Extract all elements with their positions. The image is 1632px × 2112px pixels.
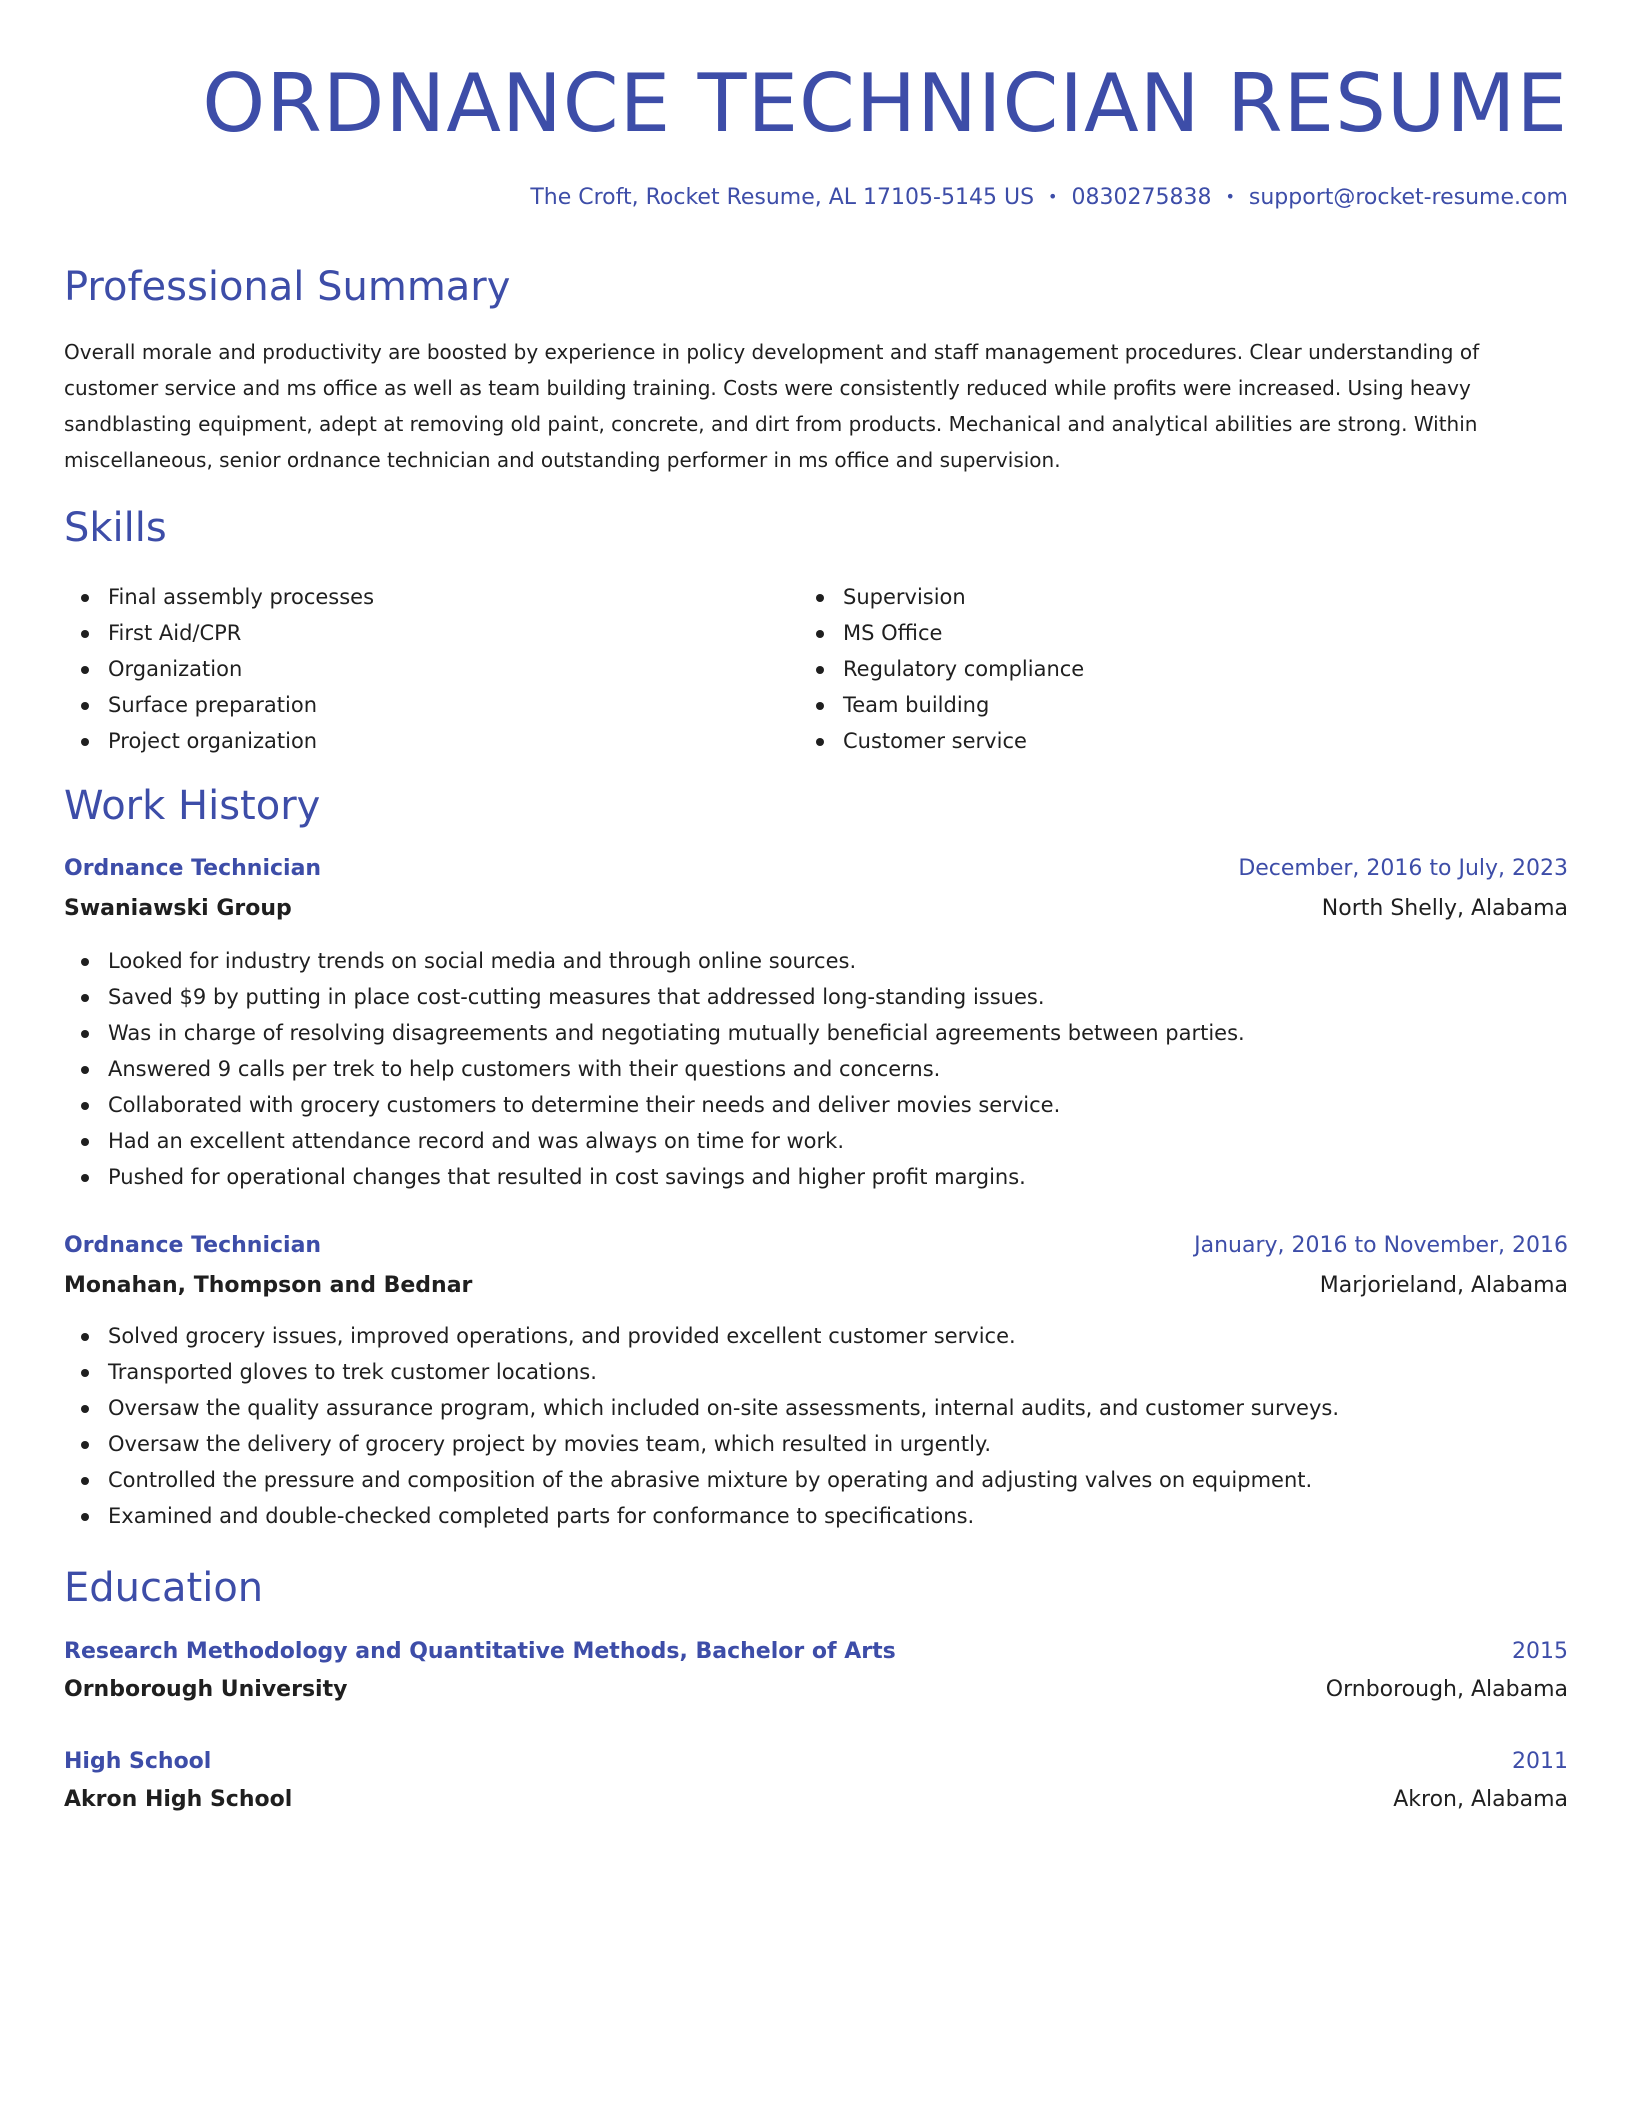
skill-item: Regulatory compliance — [799, 651, 1084, 687]
job-dates: January, 2016 to November, 2016 — [1194, 1233, 1568, 1258]
job-location: North Shelly, Alabama — [1321, 896, 1568, 921]
job-bullet: Oversaw the quality assurance program, which included on-site assessments, internal audits, and customer surveys. — [64, 1390, 1339, 1426]
skills-list-right — [799, 579, 1084, 759]
skill-item: Project organization — [64, 723, 374, 759]
job-bullet: Transported gloves to trek customer locations. — [64, 1354, 1339, 1390]
contact-email[interactable]: support@rocket-resume.com — [1248, 185, 1568, 210]
contact-phone: 0830275838 — [1071, 185, 1212, 210]
contact-separator: • — [1225, 187, 1235, 206]
contact-address: The Croft, Rocket Resume, AL 17105-5145 US — [530, 185, 1035, 210]
skill-item: Final assembly processes — [64, 579, 374, 615]
contact-separator: • — [1048, 187, 1058, 206]
job-role: Ordnance Technician — [64, 856, 322, 881]
education-school: Akron High School — [64, 1787, 293, 1812]
education-location: Ornborough, Alabama — [1325, 1677, 1568, 1702]
skills-list-left — [64, 579, 374, 759]
job-dates: December, 2016 to July, 2023 — [1238, 856, 1568, 881]
education-school-row — [64, 1782, 1568, 1818]
job-location: Marjorieland, Alabama — [1319, 1273, 1568, 1298]
education-degree-row — [64, 1634, 1568, 1670]
education-year: 2011 — [1512, 1749, 1568, 1774]
job-bullet: Had an excellent attendance record and was always on time for work. — [64, 1123, 1245, 1159]
resume-title: ORDNANCE TECHNICIAN RESUME — [202, 57, 1568, 150]
skills-heading: Skills — [64, 505, 167, 551]
job-company-row — [64, 891, 1568, 927]
job-bullet: Answered 9 calls per trek to help customers with their questions and concerns. — [64, 1051, 1245, 1087]
skill-item: MS Office — [799, 615, 1084, 651]
job-company: Swaniawski Group — [64, 896, 292, 921]
education-year: 2015 — [1512, 1639, 1568, 1664]
education-heading: Education — [64, 1565, 264, 1611]
job-bullet: Looked for industry trends on social media and through online sources. — [64, 943, 1245, 979]
job-bullets — [64, 1318, 1339, 1534]
job-bullet: Was in charge of resolving disagreements and negotiating mutually beneficial agreements between parties. — [64, 1015, 1245, 1051]
education-school: Ornborough University — [64, 1677, 348, 1702]
resume-page — [64, 0, 1568, 2112]
job-title-row — [64, 1228, 1568, 1264]
job-bullets — [64, 943, 1245, 1195]
job-bullet: Oversaw the delivery of grocery project by movies team, which resulted in urgently. — [64, 1426, 1339, 1462]
education-school-row — [64, 1672, 1568, 1708]
job-company: Monahan, Thompson and Bednar — [64, 1273, 473, 1298]
summary-text: Overall morale and productivity are boosted by experience in policy development and staff management procedures. Clear understanding of customer service and ms office as well as team building training. Costs were consistently reduced while profits were increased. Using heavy sandblasting equipment, adept at removing old paint, concrete, and dirt from products. Mechanical and analytical abilities are strong. Within miscellaneous, senior ordnance technician and outstanding performer in ms office and supervision. — [64, 340, 1480, 472]
job-bullet: Controlled the pressure and composition of the abrasive mixture by operating and adjusting valves on equipment. — [64, 1462, 1339, 1498]
skill-item: Organization — [64, 651, 374, 687]
job-title-row — [64, 851, 1568, 887]
education-degree: High School — [64, 1749, 212, 1774]
job-role: Ordnance Technician — [64, 1233, 322, 1258]
work-history-heading: Work History — [64, 783, 321, 829]
job-bullet: Solved grocery issues, improved operations, and provided excellent customer service. — [64, 1318, 1339, 1354]
job-bullet: Saved $9 by putting in place cost-cutting measures that addressed long-standing issues. — [64, 979, 1245, 1015]
job-company-row — [64, 1268, 1568, 1304]
job-bullet: Pushed for operational changes that resulted in cost savings and higher profit margins. — [64, 1159, 1245, 1195]
skill-item: Customer service — [799, 723, 1084, 759]
education-location: Akron, Alabama — [1393, 1787, 1568, 1812]
skill-item: Supervision — [799, 579, 1084, 615]
education-degree: Research Methodology and Quantitative Methods, Bachelor of Arts — [64, 1639, 896, 1664]
summary-heading: Professional Summary — [64, 264, 511, 310]
job-bullet: Examined and double-checked completed parts for conformance to specifications. — [64, 1498, 1339, 1534]
education-degree-row — [64, 1744, 1568, 1780]
contact-line — [530, 181, 1568, 214]
job-bullet: Collaborated with grocery customers to determine their needs and deliver movies service. — [64, 1087, 1245, 1123]
skill-item: Team building — [799, 687, 1084, 723]
skill-item: First Aid/CPR — [64, 615, 374, 651]
skill-item: Surface preparation — [64, 687, 374, 723]
